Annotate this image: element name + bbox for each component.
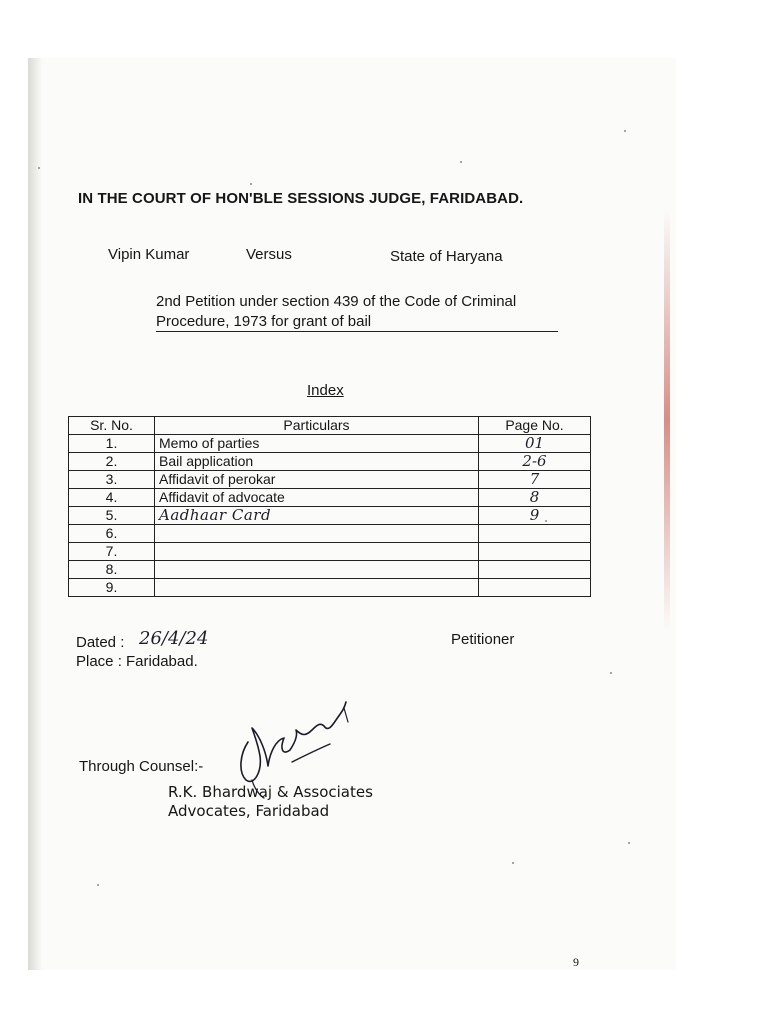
scan-speck xyxy=(512,862,514,864)
sr-no-cell: 5. xyxy=(69,507,155,525)
scan-speck xyxy=(624,130,626,132)
page-no-cell xyxy=(479,489,591,507)
table-header-row xyxy=(69,417,591,435)
sr-no-cell: 8. xyxy=(69,561,155,579)
sr-no-cell: 3. xyxy=(69,471,155,489)
handwritten-page-no: 2-6 xyxy=(522,452,547,470)
page-no-cell xyxy=(479,507,591,525)
handwritten-particulars: Aadhaar Card xyxy=(159,506,272,524)
page-no-cell xyxy=(479,471,591,489)
particulars-cell: Memo of parties xyxy=(155,435,479,453)
respondent-name: State of Haryana xyxy=(390,248,503,265)
index-table xyxy=(68,416,591,597)
court-heading: IN THE COURT OF HON'BLE SESSIONS JUDGE, FARIDABAD. xyxy=(78,190,524,207)
scan-speck xyxy=(97,884,99,886)
sr-no-cell: 7. xyxy=(69,543,155,561)
petitioner-label: Petitioner xyxy=(451,631,515,648)
page-no-cell xyxy=(479,543,591,561)
advocate-signature xyxy=(232,692,362,802)
particulars-cell: Affidavit of perokar xyxy=(155,471,479,489)
table-row xyxy=(69,525,591,543)
handwritten-page-no: 7 xyxy=(529,470,540,488)
handwritten-page-no: 8 xyxy=(529,488,540,506)
page-no-cell xyxy=(479,525,591,543)
handwritten-page-no: 9 xyxy=(529,506,540,524)
sr-no-cell: 4. xyxy=(69,489,155,507)
table-row xyxy=(69,507,591,525)
counsel-label: Through Counsel:- xyxy=(79,758,204,775)
sr-no-cell: 2. xyxy=(69,453,155,471)
scan-speck xyxy=(38,167,40,169)
particulars-cell xyxy=(155,507,479,525)
particulars-cell xyxy=(155,525,479,543)
particulars-cell xyxy=(155,579,479,597)
table-row xyxy=(69,489,591,507)
scan-speck xyxy=(250,183,252,185)
column-header-sr-no: Sr. No. xyxy=(69,417,155,435)
table-row xyxy=(69,471,591,489)
dated-label: Dated : xyxy=(76,634,125,651)
versus-label: Versus xyxy=(246,246,292,263)
firm-name: R.K. Bhardwaj & Associates xyxy=(168,783,373,801)
petition-title-line1: 2nd Petition under section 439 of the Code of Criminal xyxy=(156,293,517,310)
scan-speck xyxy=(460,161,462,163)
sr-no-cell: 6. xyxy=(69,525,155,543)
particulars-cell xyxy=(155,543,479,561)
firm-location: Advocates, Faridabad xyxy=(168,802,330,820)
page-no-cell xyxy=(479,453,591,471)
column-header-particulars: Particulars xyxy=(155,417,479,435)
table-row xyxy=(69,543,591,561)
table-row xyxy=(69,561,591,579)
table-row xyxy=(69,579,591,597)
scan-speck xyxy=(628,842,630,844)
scan-speck xyxy=(610,672,612,674)
page-number: 9 xyxy=(573,955,579,969)
scan-shadow-left xyxy=(28,58,42,970)
table-row xyxy=(69,435,591,453)
particulars-cell xyxy=(155,561,479,579)
page-no-cell xyxy=(479,561,591,579)
page-no-cell xyxy=(479,579,591,597)
particulars-cell: Affidavit of advocate xyxy=(155,489,479,507)
scan-edge-right xyxy=(664,210,670,630)
petitioner-name: Vipin Kumar xyxy=(108,246,190,263)
place-line: Place : Faridabad. xyxy=(76,653,198,670)
page-no-cell xyxy=(479,435,591,453)
particulars-cell: Bail application xyxy=(155,453,479,471)
sr-no-cell: 1. xyxy=(69,435,155,453)
handwritten-date: 26/4/24 xyxy=(139,628,209,649)
column-header-page-no: Page No. xyxy=(479,417,591,435)
scan-speck xyxy=(545,520,547,522)
sr-no-cell: 9. xyxy=(69,579,155,597)
handwritten-page-no: 01 xyxy=(524,434,545,452)
index-heading: Index xyxy=(307,382,344,399)
table-row xyxy=(69,453,591,471)
petition-title-line2: Procedure, 1973 for grant of bail xyxy=(156,313,558,332)
